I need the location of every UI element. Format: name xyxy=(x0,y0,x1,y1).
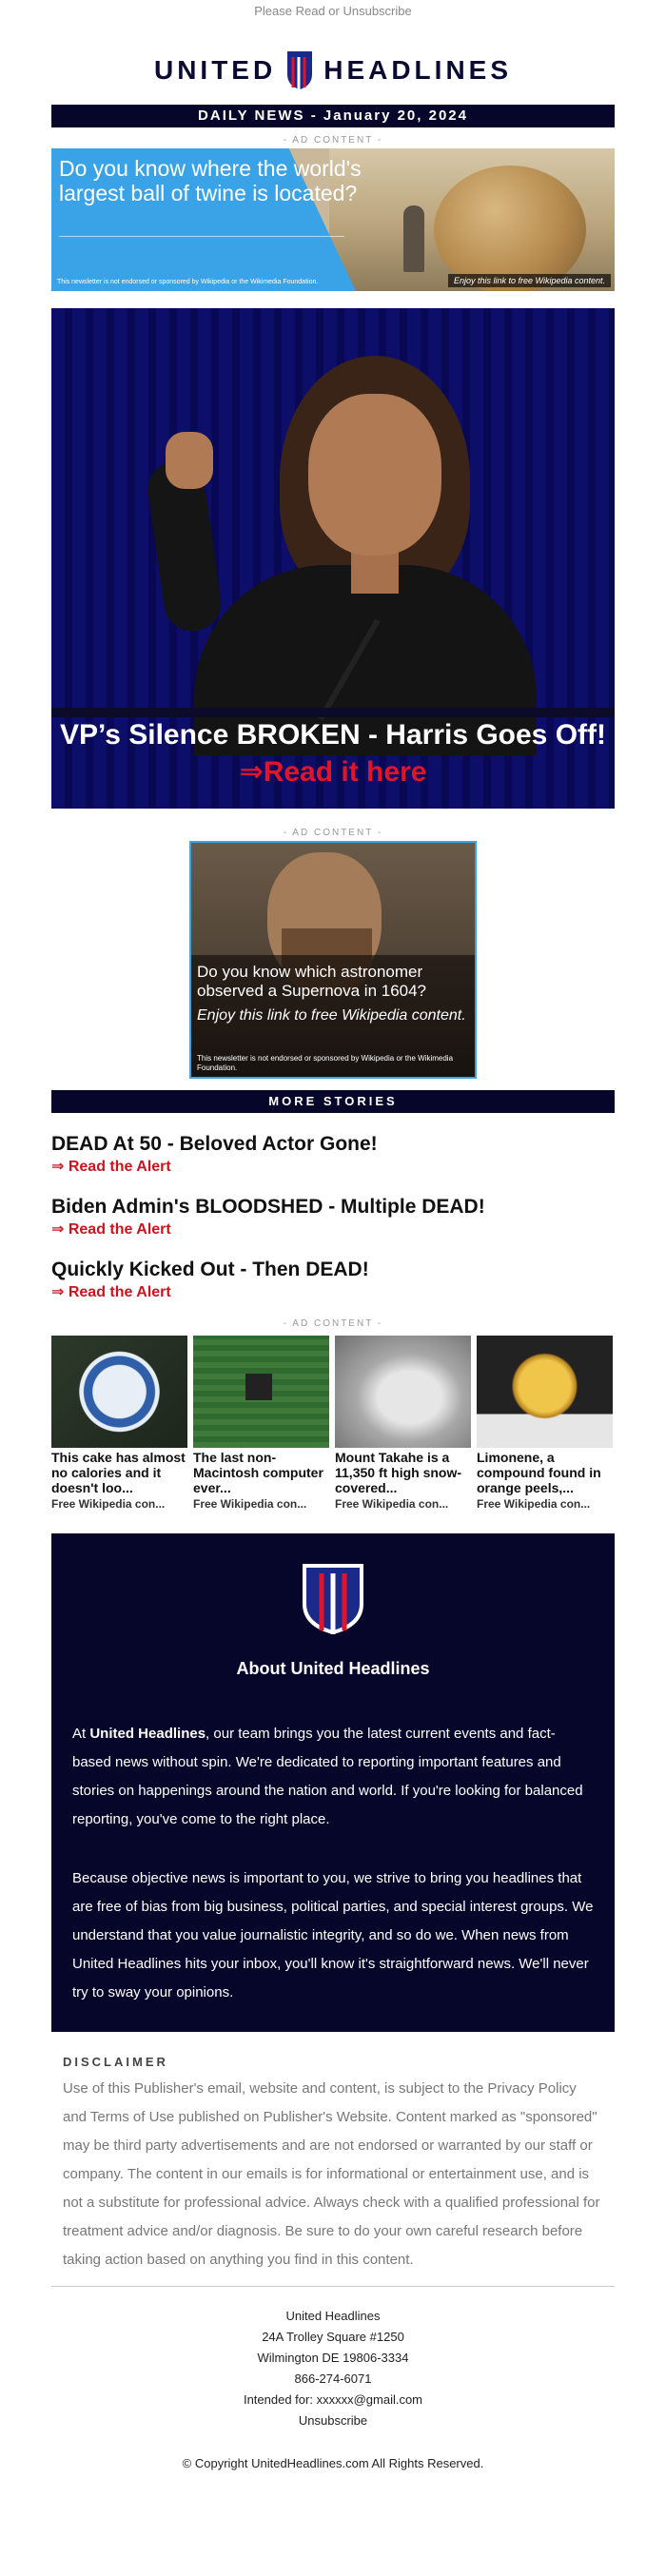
preheader-link[interactable]: Please Read or Unsubscribe xyxy=(254,4,412,18)
hero-headline[interactable]: VP’s Silence BROKEN - Harris Goes Off! xyxy=(59,719,607,751)
story-item[interactable] xyxy=(51,1258,615,1303)
flag-shield-icon xyxy=(285,49,314,91)
ad-label: - AD CONTENT - xyxy=(283,135,383,146)
more-stories-header: MORE STORIES xyxy=(51,1090,615,1113)
story-item[interactable] xyxy=(51,1132,615,1178)
about-brand: United Headlines xyxy=(89,1726,206,1742)
read-alert-link[interactable]: ⇒ Read the Alert xyxy=(51,1159,171,1175)
ad-thumbnail-grid xyxy=(51,1336,615,1511)
ad-thumbnail[interactable] xyxy=(335,1336,471,1511)
footer-intended-for: Intended for: xxxxxx@gmail.com xyxy=(243,2392,423,2407)
circuit-board-image xyxy=(193,1336,329,1448)
footer xyxy=(51,2306,615,2431)
ad-label: - AD CONTENT - xyxy=(283,1318,383,1329)
twine-ball-image xyxy=(434,166,586,291)
ad-question: Do you know where the world's largest ball of twine is located? xyxy=(59,156,362,205)
cake-image xyxy=(51,1336,187,1448)
about-lead: At xyxy=(72,1726,90,1742)
ad-banner-twine[interactable] xyxy=(51,148,615,291)
ad-question: Do you know which astronomer observed a Supernova in 1604? xyxy=(197,963,427,1000)
brand-word-right: HEADLINES xyxy=(323,55,513,85)
story-title[interactable]: DEAD At 50 - Beloved Actor Gone! xyxy=(51,1133,378,1155)
thumbnail-title: Mount Takahe is a 11,350 ft high snow-covered... xyxy=(335,1450,462,1495)
story-item[interactable] xyxy=(51,1195,615,1240)
thumbnail-source: Free Wikipedia con... xyxy=(193,1497,307,1511)
read-alert-link[interactable]: ⇒ Read the Alert xyxy=(51,1221,171,1238)
thumbnail-source: Free Wikipedia con... xyxy=(335,1497,449,1511)
footer-company: United Headlines xyxy=(285,2309,381,2323)
hero-read-link[interactable]: ⇒Read it here xyxy=(239,756,427,788)
divider xyxy=(51,2286,615,2287)
unsubscribe-link[interactable]: Unsubscribe xyxy=(298,2413,368,2428)
ad-thumbnail[interactable] xyxy=(51,1336,187,1511)
podium xyxy=(51,708,615,717)
copyright: © Copyright UnitedHeadlines.com All Rights Reserved. xyxy=(182,2456,484,2470)
email-container xyxy=(51,0,615,2470)
disclaimer-text: Use of this Publisher's email, website and content, is subject to the Privacy Policy and Terms of Use published on Publisher's Website. Content marked as "sponsored" may be third party advertisements and are not endorsed or warranted by our staff or company. The content in our emails is for informational or entertainment use, and is not a substitute for professional advice. Always check with a qualified professional for treatment advice and/or diagnosis. Be sure to do your own careful research before taking action based on anything you find in this content. xyxy=(63,2080,600,2268)
fruit-image xyxy=(477,1336,613,1448)
disclaimer-section xyxy=(51,2055,615,2274)
thumbnail-source: Free Wikipedia con... xyxy=(51,1497,166,1511)
hero-story[interactable] xyxy=(51,308,615,809)
hero-photo xyxy=(156,356,537,717)
about-text: , our team brings you the latest current events and fact-based news without spin. We're dedicated to reporting important features and stories on happenings around the nation and world. If you're looking for balanced reporting, you've come to the right place. xyxy=(72,1726,583,1827)
ad-fine-print: This newsletter is not endorsed or sponsored by Wikipedia or the Wikimedia Foundation. xyxy=(57,279,319,285)
brand-word-left: UNITED xyxy=(153,55,277,85)
footer-address-line1: 24A Trolley Square #1250 xyxy=(262,2330,404,2344)
thumbnail-title: The last non-Macintosh computer ever... xyxy=(193,1450,323,1495)
about-paragraph xyxy=(72,1720,594,1834)
about-title: About United Headlines xyxy=(236,1659,430,1678)
footer-address-line2: Wilmington DE 19806-3334 xyxy=(257,2351,409,2365)
ad-thumbnail[interactable] xyxy=(193,1336,329,1511)
read-alert-link[interactable]: ⇒ Read the Alert xyxy=(51,1284,171,1300)
dateline: DAILY NEWS - January 20, 2024 xyxy=(51,105,615,127)
ad-cta[interactable]: Enjoy this link to free Wikipedia content. xyxy=(197,1007,466,1024)
brand-logo[interactable] xyxy=(51,36,615,105)
person-image xyxy=(403,205,424,272)
ad-cta[interactable]: Enjoy this link to free Wikipedia content. xyxy=(448,274,611,287)
story-title[interactable]: Quickly Kicked Out - Then DEAD! xyxy=(51,1259,369,1280)
thumbnail-source: Free Wikipedia con... xyxy=(477,1497,591,1511)
flag-shield-icon xyxy=(299,1560,367,1636)
ad-banner-astronomer[interactable] xyxy=(189,841,477,1079)
ad-label: - AD CONTENT - xyxy=(283,828,383,838)
about-paragraph: Because objective news is important to you, we strive to bring you headlines that are free of bias from big business, political parties, and special interest groups. We understand that you value journalistic integrity, and so do we. When news from United Headlines hits your inbox, you'll know it's straightforward news. We'll never try to sway your opinions. xyxy=(72,1870,594,2000)
ad-divider xyxy=(59,236,344,237)
ad-fine-print: This newsletter is not endorsed or sponsored by Wikipedia or the Wikimedia Foundation. xyxy=(197,1054,454,1072)
footer-phone: 866-274-6071 xyxy=(294,2371,372,2386)
mountain-image xyxy=(335,1336,471,1448)
story-title[interactable]: Biden Admin's BLOODSHED - Multiple DEAD! xyxy=(51,1196,485,1218)
disclaimer-label: DISCLAIMER xyxy=(63,2055,168,2069)
thumbnail-title: This cake has almost no calories and it doesn't loo... xyxy=(51,1450,186,1495)
thumbnail-title: Limonene, a compound found in orange peels,... xyxy=(477,1450,601,1495)
about-section xyxy=(51,1533,615,2032)
ad-thumbnail[interactable] xyxy=(477,1336,613,1511)
